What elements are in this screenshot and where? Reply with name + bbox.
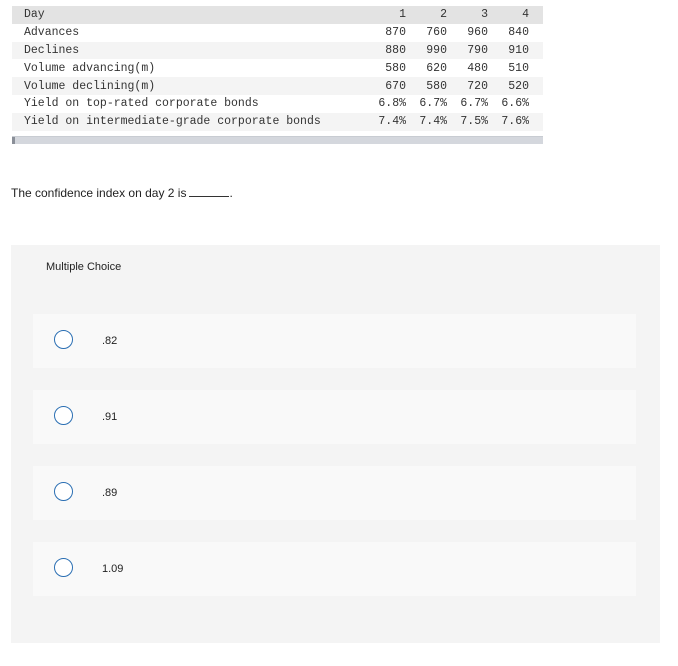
scrollbar-thumb[interactable] — [12, 137, 15, 144]
multiple-choice-title: Multiple Choice — [46, 261, 122, 273]
table-cell: 990 — [426, 43, 447, 57]
radio-button-icon[interactable] — [54, 330, 73, 349]
table-row — [12, 113, 543, 131]
choice-option[interactable] — [33, 542, 636, 596]
answer-blank — [189, 196, 229, 197]
table-cell: 6.8% — [378, 97, 406, 111]
row-label: Volume advancing(m) — [24, 61, 156, 75]
table-cell: 790 — [467, 43, 488, 57]
table-cell: 870 — [385, 26, 406, 40]
row-label: Advances — [24, 26, 80, 40]
table-row — [12, 59, 543, 77]
table-row — [12, 24, 543, 42]
table-cell: 670 — [385, 79, 406, 93]
table-cell: 620 — [426, 61, 447, 75]
choice-option[interactable] — [33, 390, 636, 444]
table-cell: 6.7% — [460, 97, 488, 111]
table-cell: 7.5% — [460, 115, 488, 129]
table-row — [12, 42, 543, 60]
header-col: 1 — [399, 8, 406, 22]
row-label: Declines — [24, 43, 80, 57]
table-cell: 580 — [385, 61, 406, 75]
header-col: 2 — [440, 8, 447, 22]
choice-option[interactable] — [33, 466, 636, 520]
question-prompt: The confidence index on day 2 is — [11, 186, 187, 200]
data-table — [12, 6, 543, 131]
header-col: 4 — [522, 8, 529, 22]
table-cell: 510 — [508, 61, 529, 75]
table-header-row — [12, 6, 543, 24]
choice-label: .91 — [102, 411, 118, 423]
table-cell: 7.4% — [419, 115, 447, 129]
table-cell: 580 — [426, 79, 447, 93]
choice-label: 1.09 — [102, 563, 124, 575]
multiple-choice-panel — [11, 245, 660, 643]
table-cell: 480 — [467, 61, 488, 75]
table-cell: 7.6% — [501, 115, 529, 129]
radio-button-icon[interactable] — [54, 482, 73, 501]
horizontal-scrollbar[interactable] — [12, 136, 543, 144]
table-cell: 6.7% — [419, 97, 447, 111]
table-cell: 840 — [508, 26, 529, 40]
choice-label: .89 — [102, 487, 118, 499]
row-label: Volume declining(m) — [24, 79, 156, 93]
table-cell: 880 — [385, 43, 406, 57]
table-cell: 910 — [508, 43, 529, 57]
table-row — [12, 77, 543, 95]
row-label: Yield on intermediate-grade corporate bonds — [24, 115, 321, 129]
choice-option[interactable] — [33, 314, 636, 368]
radio-button-icon[interactable] — [54, 558, 73, 577]
table-cell: 720 — [467, 79, 488, 93]
header-col: 3 — [481, 8, 488, 22]
choice-label: .82 — [102, 335, 118, 347]
table-row — [12, 95, 543, 113]
question-text: The confidence index on day 2 is . — [11, 186, 233, 200]
table-cell: 7.4% — [378, 115, 406, 129]
table-cell: 960 — [467, 26, 488, 40]
table-cell: 760 — [426, 26, 447, 40]
radio-button-icon[interactable] — [54, 406, 73, 425]
table-cell: 520 — [508, 79, 529, 93]
row-label: Yield on top-rated corporate bonds — [24, 97, 259, 111]
table-cell: 6.6% — [501, 97, 529, 111]
header-label: Day — [24, 8, 45, 22]
